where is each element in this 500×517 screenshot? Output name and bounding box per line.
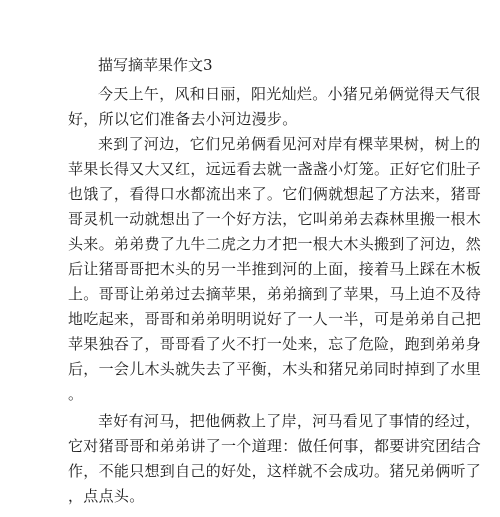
paragraph-line: 苹果独吞了，哥哥看了火不打一处来，忘了危险，跑到弟弟身 — [68, 335, 482, 353]
paragraph-line: ，点点头。 — [68, 487, 145, 505]
paragraph-line: 。 — [68, 385, 84, 403]
paragraph-line: 作，不能只想到自己的好处，这样就不会成功。猪兄弟俩听了 — [68, 462, 482, 480]
paragraph-line: 上。哥哥让弟弟过去摘苹果，弟弟摘到了苹果，马上迫不及待 — [68, 285, 482, 303]
page-title: 描写摘苹果作文3 — [98, 56, 213, 74]
paragraph-line: 它对猪哥哥和弟弟讲了一个道理：做任何事，都要讲究团结合 — [68, 437, 482, 455]
paragraph-line: 幸好有河马，把他俩救上了岸，河马看见了事情的经过， — [98, 412, 481, 430]
paragraph-line: 哥灵机一动就想出了一个好方法，它叫弟弟去森林里搬一根木 — [68, 210, 482, 228]
paragraph-line: 苹果长得又大又红，远远看去就一盏盏小灯笼。正好它们肚子 — [68, 160, 482, 178]
paragraph-line: 今天上午，风和日丽，阳光灿烂。小猪兄弟俩觉得天气很 — [98, 85, 481, 103]
paragraph-line: 头来。弟弟费了九牛二虎之力才把一根大木头搬到了河边，然 — [68, 235, 482, 253]
paragraph-line: 好，所以它们准备去小河边漫步。 — [68, 110, 298, 128]
paragraph-line: 地吃起来，哥哥和弟弟明明说好了一人一半，可是弟弟自己把 — [68, 310, 482, 328]
paragraph-line: 来到了河边，它们兄弟俩看见河对岸有棵苹果树，树上的 — [98, 135, 481, 153]
paragraph-line: 也饿了，看得口水都流出来了。它们俩就想起了方法来，猪哥 — [68, 185, 482, 203]
paragraph-line: 后让猪哥哥把木头的另一半推到河的上面，接着马上踩在木板 — [68, 260, 482, 278]
paragraph-line: 后，一会儿木头就失去了平衡，木头和猪兄弟同时掉到了水里 — [68, 360, 482, 378]
